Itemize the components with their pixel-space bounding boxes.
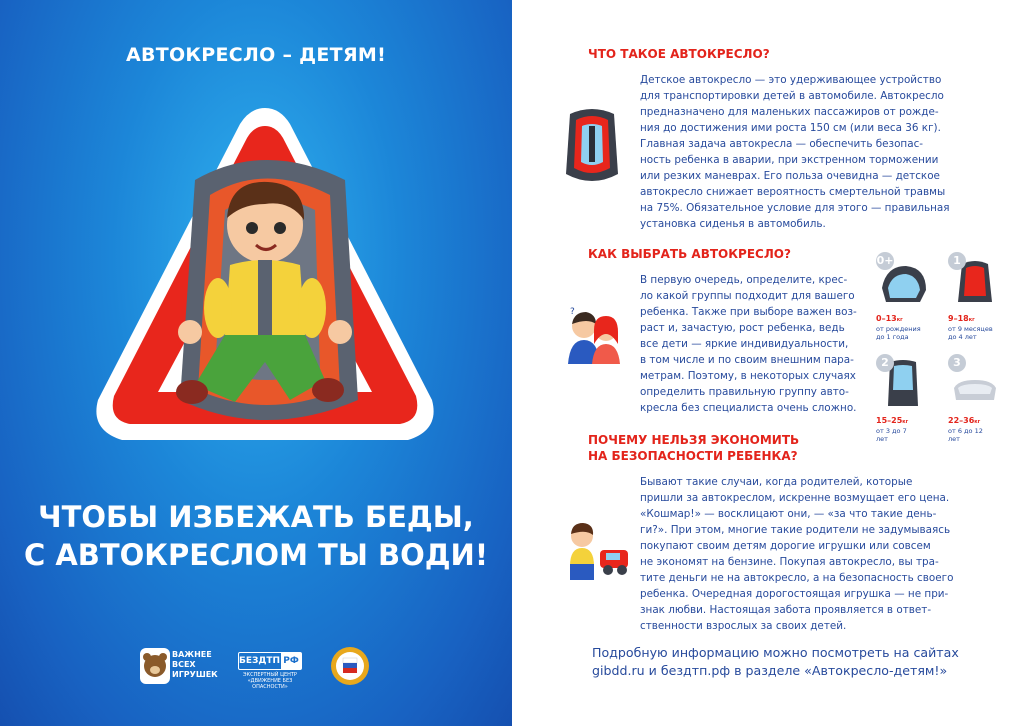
seat-group-age: от 9 месяцев: [948, 325, 993, 333]
section1-line: для транспортировки детей в автомобиле. Автокресло: [640, 90, 944, 102]
section2-line: все дети — яркие индивидуальности,: [640, 338, 849, 350]
section2-line: В первую очередь, определите, крес-: [640, 274, 848, 286]
seat-group-2: [876, 356, 930, 443]
sponsor-logos: [0, 640, 512, 700]
seat-group-number: 1: [948, 252, 966, 270]
poster-right-panel: [512, 0, 1024, 726]
section1-line: ния до достижения ими роста 150 см (или веса 36 кг).: [640, 122, 941, 134]
car-seat-icon: [558, 104, 626, 188]
footer-note: [592, 644, 959, 680]
section3-line: ственности взрослых за своих детей.: [640, 620, 847, 632]
bezdtp-logo-subtitle: [230, 672, 310, 690]
section3-heading: [588, 432, 799, 464]
seat-group-number: 2: [876, 354, 894, 372]
seat-group-weight: 0–13кг: [876, 314, 903, 323]
section3-line: «Кошмар!» — восклицают они, — «за что такие день-: [640, 508, 937, 520]
seat-group-age: от 6 до 12: [948, 427, 983, 435]
section2-line: определить правильную группу авто-: [640, 386, 849, 398]
section2-line: раст и, зачастую, рост ребенка, ведь: [640, 322, 845, 334]
seat-group-0plus: [876, 254, 930, 341]
teddy-bear-logo-icon: [140, 648, 170, 684]
poster-slogan: [20, 498, 492, 574]
section2-heading: КАК ВЫБРАТЬ АВТОКРЕСЛО?: [588, 247, 791, 261]
seat-group-1: [948, 254, 1002, 341]
seat-group-age: от 3 до 7: [876, 427, 907, 435]
section2-line: ло какой группы подходит для вашего: [640, 290, 855, 302]
section3-line: Бывают такие случаи, когда родителей, которые: [640, 476, 913, 488]
section1-line: предназначено для маленьких пассажиров от рожде-: [640, 106, 939, 118]
section3-line: пришли за автокреслом, искренне возмущает его цена.: [640, 492, 950, 504]
bezdtp-logo-rf: РФ: [281, 653, 301, 669]
section3-line: ги?». При этом, многие такие родители не задумываясь: [640, 524, 951, 536]
section2-line: в том числе и по своим внешним пара-: [640, 354, 854, 366]
section3-line: покупают своим детям дорогие игрушки или совсем: [640, 540, 931, 552]
seat-group-weight: 15–25кг: [876, 416, 909, 425]
bezdtp-logo: [238, 652, 302, 670]
section3-body: [640, 474, 953, 634]
section1-line: Главная задача автокресла — обеспечить безопас-: [640, 138, 924, 150]
logo-text-line: ВАЖНЕЕ: [172, 650, 212, 659]
section3-line: тите деньги не на автокресло, а на безопасность своего: [640, 572, 954, 584]
seat-group-age: до 4 лет: [948, 333, 977, 341]
footer-line2: gibdd.ru и бездтп.рф в разделе «Автокресло-детям!»: [592, 663, 948, 678]
section3-line: не экономят на бензине. Покупая автокресло, вы тра-: [640, 556, 939, 568]
seat-group-number: 0+: [876, 252, 894, 270]
section2-line: метрам. Поэтому, в некоторых случаях: [640, 370, 856, 382]
section1-body: [640, 72, 950, 232]
svg-text:?: ?: [570, 307, 575, 317]
section2-line: кресла без специалиста очень сложно.: [640, 402, 857, 414]
seat-group-age: до 1 года: [876, 333, 909, 341]
logo-text-line: ВСЕХ: [172, 660, 196, 669]
section3-heading-line1: ПОЧЕМУ НЕЛЬЗЯ ЭКОНОМИТЬ: [588, 433, 800, 447]
section1-line: ность ребенка в аварии, при экстренном торможении: [640, 154, 939, 166]
section3-line: ребенка. Очередная дорогостоящая игрушка — не при-: [640, 588, 949, 600]
seat-group-age: от рождения: [876, 325, 921, 333]
poster-slogan-line1: ЧТОБЫ ИЗБЕЖАТЬ БЕДЫ,: [38, 500, 474, 534]
section1-line: Детское автокресло — это удерживающее устройство: [640, 74, 942, 86]
footer-line1: Подробную информацию можно посмотреть на сайтах: [592, 645, 959, 660]
thinking-parents-icon: [562, 304, 626, 364]
child-seat-warning-sign-illustration: [90, 100, 440, 470]
section1-line: или резких маневрах. Его польза очевидна — детское: [640, 170, 940, 182]
section2-line: ребенка. Также при выборе важен воз-: [640, 306, 857, 318]
section1-heading: ЧТО ТАКОЕ АВТОКРЕСЛО?: [588, 47, 770, 61]
logo-text-line: ИГРУШЕК: [172, 670, 218, 679]
seat-group-number: 3: [948, 354, 966, 372]
poster-banner-title: АВТОКРЕСЛО – ДЕТЯМ!: [125, 44, 387, 66]
seat-group-weight: 22–36кг: [948, 416, 981, 425]
bezdtp-logo-main: БЕЗДТП: [239, 656, 281, 666]
section1-line: на 75%. Обязательное условие для этого — правильная: [640, 202, 950, 214]
seat-group-age: лет: [948, 435, 960, 443]
section3-line: знак любви. Настоящая забота проявляется в ответ-: [640, 604, 932, 616]
seat-group-age: лет: [876, 435, 888, 443]
seat-group-3: [948, 356, 1002, 443]
poster-slogan-line2: С АВТОКРЕСЛОМ ТЫ ВОДИ!: [23, 538, 489, 572]
child-with-toy-icon: [558, 520, 634, 584]
bezdtp-logo-sub2: «ДВИЖЕНИЕ БЕЗ ОПАСНОСТИ»: [247, 678, 293, 690]
section1-line: автокресло снижает вероятность смертельной травмы: [640, 186, 946, 198]
logo-text-block: [172, 650, 222, 680]
seat-group-weight: 9–18кг: [948, 314, 975, 323]
section2-body: [640, 272, 857, 416]
section3-heading-line2: НА БЕЗОПАСНОСТИ РЕБЕНКА?: [588, 449, 798, 463]
gibdd-emblem-icon: [330, 646, 370, 686]
section1-line: установка сиденья в автомобиль.: [640, 218, 826, 230]
bezdtp-logo-sub1: ЭКСПЕРТНЫЙ ЦЕНТР: [243, 672, 297, 678]
